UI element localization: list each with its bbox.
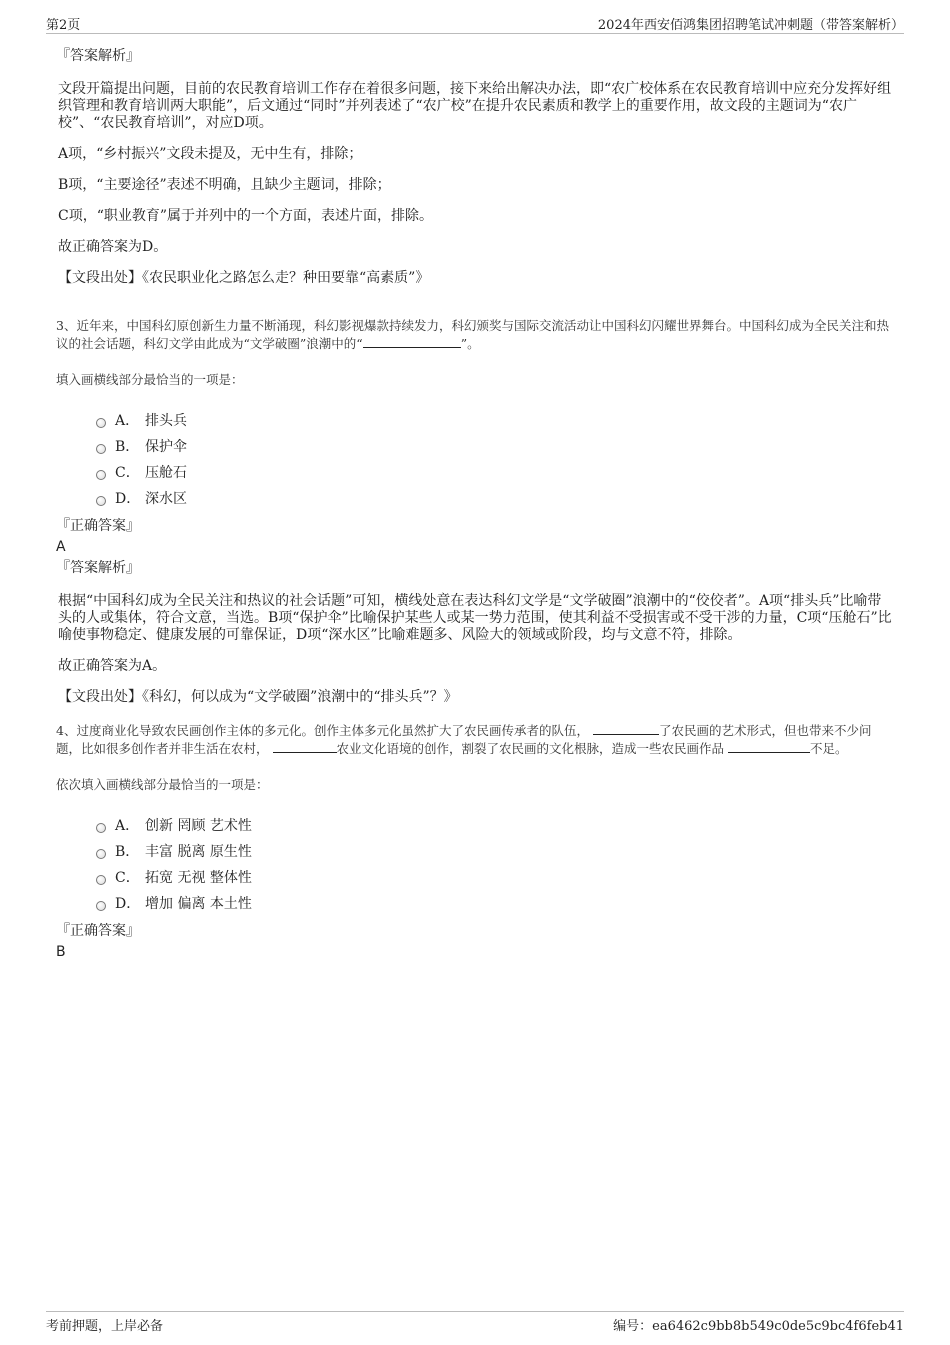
q4-blank-3: [728, 741, 810, 753]
q3-option-d[interactable]: [96, 486, 894, 512]
radio-icon[interactable]: [96, 875, 106, 885]
option-letter: D．: [115, 490, 141, 507]
option-text: 丰富 脱离 原生性: [145, 843, 252, 860]
page-number: 第2页: [46, 18, 81, 33]
q4-option-c[interactable]: [96, 865, 894, 891]
document-code: 编号：ea6462c9bb8b549c0de5c9bc4f6feb41: [613, 1319, 904, 1334]
q4-stem: [56, 722, 894, 758]
q2-analysis-paragraph: 故正确答案为D。: [58, 239, 168, 255]
q3-stem: [56, 317, 894, 353]
option-text: 深水区: [145, 490, 187, 507]
page-footer: [46, 1311, 904, 1334]
option-letter: B．: [115, 438, 140, 455]
q4-stem-text: 了农民画的艺术形式，但也带来不少问题，比如很多创作者并非生活在农村，: [56, 723, 872, 756]
footer-slogan: 考前押题，上岸必备: [46, 1319, 164, 1334]
q2-analysis-label: 『答案解析』: [56, 48, 140, 64]
page-header: [46, 14, 904, 34]
radio-icon[interactable]: [96, 901, 106, 911]
q2-source: 【文段出处】《农民职业化之路怎么走？种田要靠“高素质”》: [58, 270, 430, 286]
radio-icon[interactable]: [96, 418, 106, 428]
document-title: 2024年西安佰鸿集团招聘笔试冲刺题（带答案解析）: [597, 18, 904, 33]
q3-prompt: 填入画横线部分最恰当的一项是：: [56, 372, 244, 387]
radio-icon[interactable]: [96, 849, 106, 859]
q3-option-b[interactable]: [96, 434, 894, 460]
q4-stem-text: 不足。: [810, 741, 848, 756]
option-letter: B．: [115, 843, 140, 860]
q2-analysis-paragraph: B项，“主要途径”表述不明确，且缺少主题词，排除；: [58, 177, 391, 193]
q2-analysis-paragraph: 文段开篇提出问题，目前的农民教育培训工作存在着很多问题，接下来给出解决办法，即“农广校体系在农民教育培训中应充分发挥好组织管理和教育培训两大职能”，后文通过“同时”并列表述了“农广校”在提升农民素质和教学上的重要作用，故文段的主题词为“农广校”、“农民教育培训”，对应D项。: [58, 81, 892, 131]
q3-analysis-paragraph: 根据“中国科幻成为全民关注和热议的社会话题”可知，横线处意在表达科幻文学是“文学破圈”浪潮中的“佼佼者”。A项“排头兵”比喻带头的人或集体，符合文意，当选。B项“保护伞”比喻保护某些人或某一势力范围，使其利益不受损害或不受干涉的力量，C项“压舱石”比喻使事物稳定、健康发展的可靠保证，D项“深水区”比喻难题多、风险大的领域或阶段，均与文意不符，排除。: [58, 593, 892, 643]
q3-source: 【文段出处】《科幻，何以成为“文学破圈”浪潮中的“排头兵”？》: [58, 689, 458, 705]
option-text: 保护伞: [145, 438, 187, 455]
radio-icon[interactable]: [96, 470, 106, 480]
q4-option-a[interactable]: [96, 813, 894, 839]
q3-analysis-label: 『答案解析』: [56, 560, 140, 576]
q4-option-d[interactable]: [96, 891, 894, 917]
q3-answer-label: 『正确答案』: [56, 518, 140, 534]
option-text: 创新 罔顾 艺术性: [145, 817, 252, 834]
q4-options: [96, 813, 894, 917]
q3-answer: A: [56, 539, 66, 555]
q3-blank: [363, 336, 461, 348]
q3-options: [96, 408, 894, 512]
radio-icon[interactable]: [96, 444, 106, 454]
main-content: [56, 48, 894, 961]
q4-option-b[interactable]: [96, 839, 894, 865]
option-letter: D．: [115, 895, 141, 912]
q4-answer: B: [56, 944, 66, 960]
q2-analysis-paragraph: C项，“职业教育”属于并列中的一个方面，表述片面，排除。: [58, 208, 434, 224]
option-text: 压舱石: [145, 464, 187, 481]
q3-analysis-paragraph: 故正确答案为A。: [58, 658, 167, 674]
option-text: 拓宽 无视 整体性: [145, 869, 252, 886]
q4-stem-text: 4、过度商业化导致农民画创作主体的多元化。创作主体多元化虽然扩大了农民画传承者的队伍，: [56, 723, 589, 738]
option-text: 增加 偏离 本土性: [145, 895, 252, 912]
radio-icon[interactable]: [96, 823, 106, 833]
option-letter: A．: [115, 817, 140, 834]
q4-answer-label: 『正确答案』: [56, 923, 140, 939]
q4-stem-text: 农业文化语境的创作，割裂了农民画的文化根脉，造成一些农民画作品: [336, 741, 725, 756]
q3-option-a[interactable]: [96, 408, 894, 434]
radio-icon[interactable]: [96, 496, 106, 506]
q3-option-c[interactable]: [96, 460, 894, 486]
q4-blank-1: [593, 723, 659, 735]
option-letter: C．: [115, 464, 140, 481]
q3-stem-text: 3、近年来，中国科幻原创新生力量不断涌现，科幻影视爆款持续发力，科幻颁奖与国际交流活动让中国科幻闪耀世界舞台。中国科幻成为全民关注和热议的社会话题，科幻文学由此成为“文学破圈”浪潮中的“: [56, 318, 889, 351]
option-letter: A．: [115, 412, 140, 429]
q4-blank-2: [273, 741, 337, 753]
q3-stem-text: ”。: [460, 336, 480, 351]
q2-analysis-paragraph: A项，“乡村振兴”文段未提及，无中生有，排除；: [58, 146, 363, 162]
q4-prompt: 依次填入画横线部分最恰当的一项是：: [56, 777, 269, 792]
option-text: 排头兵: [145, 412, 187, 429]
option-letter: C．: [115, 869, 140, 886]
